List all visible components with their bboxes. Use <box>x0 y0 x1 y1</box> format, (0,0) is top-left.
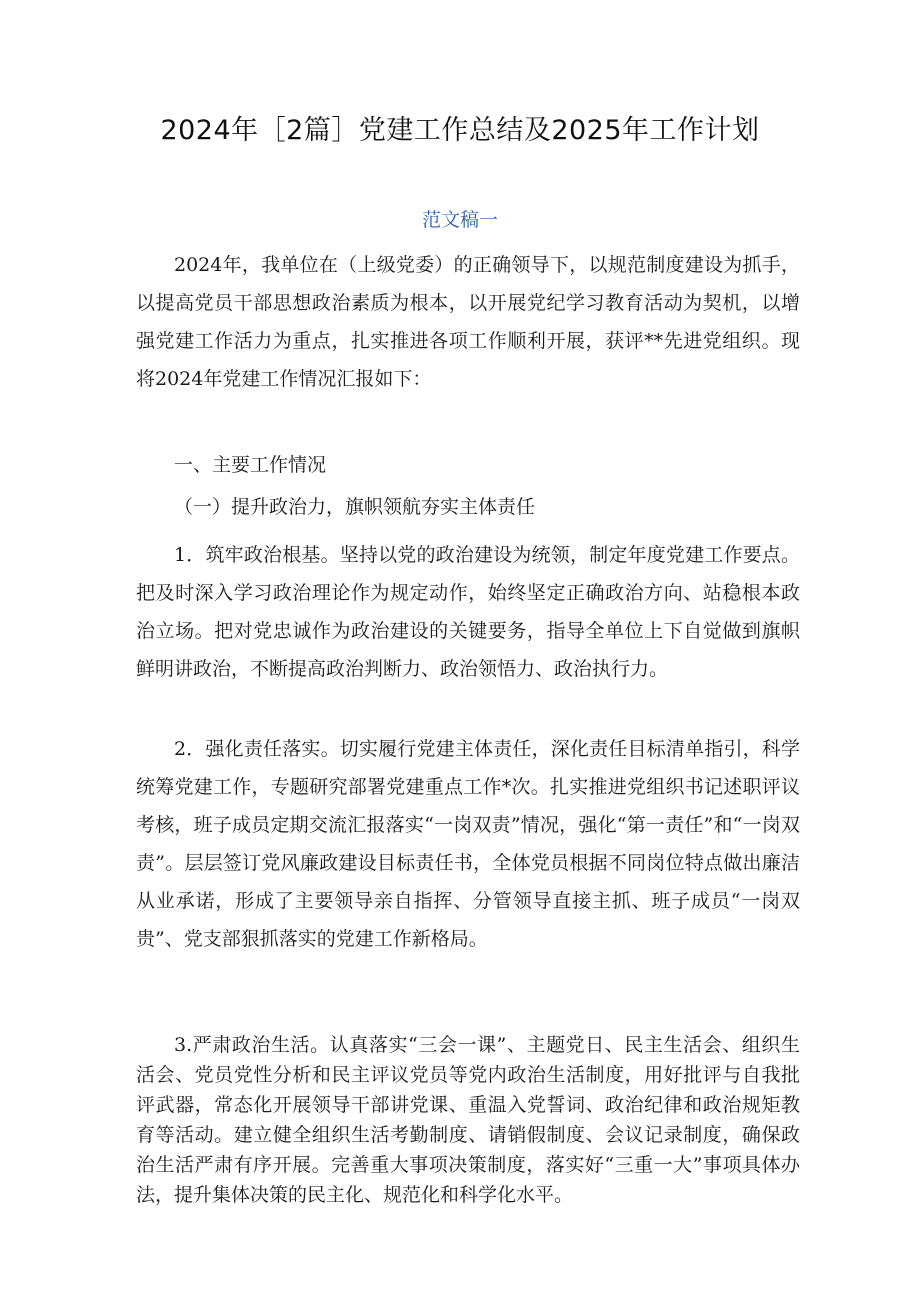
paragraph-item-2: 2．强化责任落实。切实履行党建主体责任，深化责任目标清单指引，科学统筹党建工作，专题研究部署党建重点工作*次。扎实推进党组织书记述职评议考核，班子成员定期交流汇报落实“一岗双责”情况，强化“第一责任”和“一岗双责”。层层签订党风廉政建设目标责任书，全体党员根据不同岗位特点做出廉洁从业承诺，形成了主要领导亲自指挥、分管领导直接主抓、班子成员“一岗双贵”、党支部狠抓落实的党建工作新格局。 <box>136 738 800 950</box>
paragraph-item-1: 1．筑牢政治根基。坚持以党的政治建设为统领，制定年度党建工作要点。把及时深入学习政治理论作为规定动作，始终坚定正确政治方向、站稳根本政治立场。把对党忠诚作为政治建设的关键要务，指导全单位上下自觉做到旗帜鲜明讲政治，不断提高政治判断力、政治领悟力、政治执行力。 <box>136 544 800 680</box>
paragraph-item-3: 3.严肃政治生活。认真落实“三会一课”、主题党日、民主生活会、组织生活会、党员党性分析和民主评议党员等党内政治生活制度，用好批评与自我批评武器，常态化开展领导干部讲党课、重温入党誓词、政治纪律和政治规矩教育等活动。建立健全组织生活考勤制度、请销假制度、会议记录制度，确保政治生活严肃有序开展。完善重大事项决策制度，落实好“三重一大”事项具体办法，提升集体决策的民主化、规范化和科学化水平。 <box>136 1034 800 1206</box>
subsection-heading-political: （一）提升政治力，旗帜领航夯实主体责任 <box>174 496 536 518</box>
document-subtitle: 范文稿一 <box>421 209 498 231</box>
section-heading-main-work: 一、主要工作情况 <box>174 454 327 476</box>
paragraph-intro: 2024年，我单位在（上级党委）的正确领导下，以规范制度建设为抓手，以提高党员干部思想政治素质为根本，以开展党纪学习教育活动为契机，以增强党建工作活力为重点，扎实推进各项工作顺利开展，获评**先进党组织。现将2024年党建工作情况汇报如下： <box>136 254 800 390</box>
document-title: 2024年［2篇］党建工作总结及2025年工作计划 <box>160 115 760 146</box>
